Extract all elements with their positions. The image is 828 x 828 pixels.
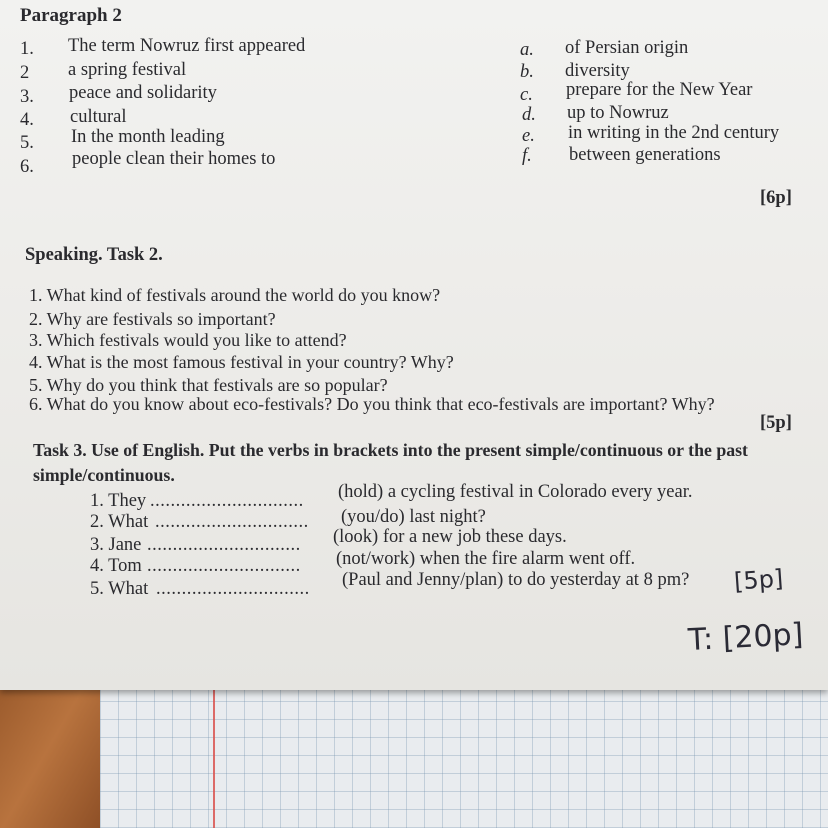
exercise-subject: 2. What — [90, 512, 149, 532]
right-item-letter: a. — [520, 40, 534, 60]
speaking-question: 3. Which festivals would you like to attend? — [29, 330, 347, 350]
left-item-text: peace and solidarity — [69, 83, 217, 103]
right-item-letter: b. — [520, 62, 534, 82]
handwritten-task-3-points: [5p] — [733, 564, 785, 596]
answer-blank[interactable]: .............................. — [156, 580, 310, 599]
answer-blank[interactable]: .............................. — [150, 492, 304, 511]
handwritten-total-score: T: [20p] — [687, 617, 805, 658]
answer-blank[interactable]: .............................. — [147, 536, 301, 555]
right-item-letter: f. — [522, 146, 532, 166]
task-3-heading-line-2: simple/continuous. — [33, 465, 175, 485]
notebook-margin-line — [213, 684, 215, 828]
right-item-text: up to Nowruz — [567, 103, 669, 123]
graph-paper-notebook — [100, 684, 828, 828]
right-item-letter: c. — [520, 85, 533, 105]
left-item-text: people clean their homes to — [72, 149, 276, 169]
speaking-points: [5p] — [760, 413, 792, 433]
left-item-number: 3. — [20, 87, 34, 107]
answer-blank[interactable]: .............................. — [155, 513, 309, 532]
exercise-subject: 3. Jane — [90, 535, 142, 555]
exercise-prompt: (Paul and Jenny/plan) to do yesterday at 8 pm? — [342, 570, 690, 590]
speaking-question: 2. Why are festivals so important? — [29, 309, 276, 329]
exercise-subject: 4. Tom — [90, 556, 142, 576]
left-item-number: 5. — [20, 133, 34, 153]
exercise-subject: 5. What — [90, 579, 149, 599]
speaking-question: 5. Why do you think that festivals are so popular? — [29, 375, 388, 395]
exercise-prompt: (you/do) last night? — [341, 507, 486, 527]
answer-blank[interactable]: .............................. — [147, 557, 301, 576]
left-item-number: 6. — [20, 157, 34, 177]
speaking-question: 4. What is the most famous festival in your country? Why? — [29, 352, 454, 372]
right-item-text: of Persian origin — [565, 38, 689, 58]
left-item-text: The term Nowruz first appeared — [68, 36, 306, 56]
left-item-text: a spring festival — [68, 60, 187, 80]
exercise-subject: 1. They — [90, 491, 147, 511]
task-3-heading-line-1: Task 3. Use of English. Put the verbs in brackets into the present simple/continuous or the past — [33, 440, 748, 460]
left-item-text: cultural — [70, 107, 127, 127]
right-item-text: prepare for the New Year — [566, 80, 753, 100]
paragraph-2-heading: Paragraph 2 — [20, 5, 122, 26]
right-item-text: between generations — [569, 145, 721, 165]
left-item-number: 2 — [20, 63, 30, 83]
exercise-prompt: (not/work) when the fire alarm went off. — [336, 549, 636, 569]
wooden-desk — [0, 680, 110, 828]
left-item-text: In the month leading — [71, 127, 225, 147]
right-item-letter: e. — [522, 126, 535, 146]
right-item-letter: d. — [522, 105, 536, 125]
right-item-text: in writing in the 2nd century — [568, 123, 780, 143]
paragraph-2-points: [6p] — [760, 188, 792, 208]
left-item-number: 1. — [20, 39, 34, 59]
exercise-prompt: (hold) a cycling festival in Colorado every year. — [338, 482, 693, 502]
speaking-task-heading: Speaking. Task 2. — [25, 245, 163, 265]
left-item-number: 4. — [20, 110, 34, 130]
right-item-text: diversity — [565, 61, 630, 81]
exercise-prompt: (look) for a new job these days. — [333, 527, 567, 547]
speaking-question: 6. What do you know about eco-festivals? Do you think that eco-festivals are important? Why? — [29, 394, 715, 414]
speaking-question: 1. What kind of festivals around the world do you know? — [29, 285, 441, 305]
